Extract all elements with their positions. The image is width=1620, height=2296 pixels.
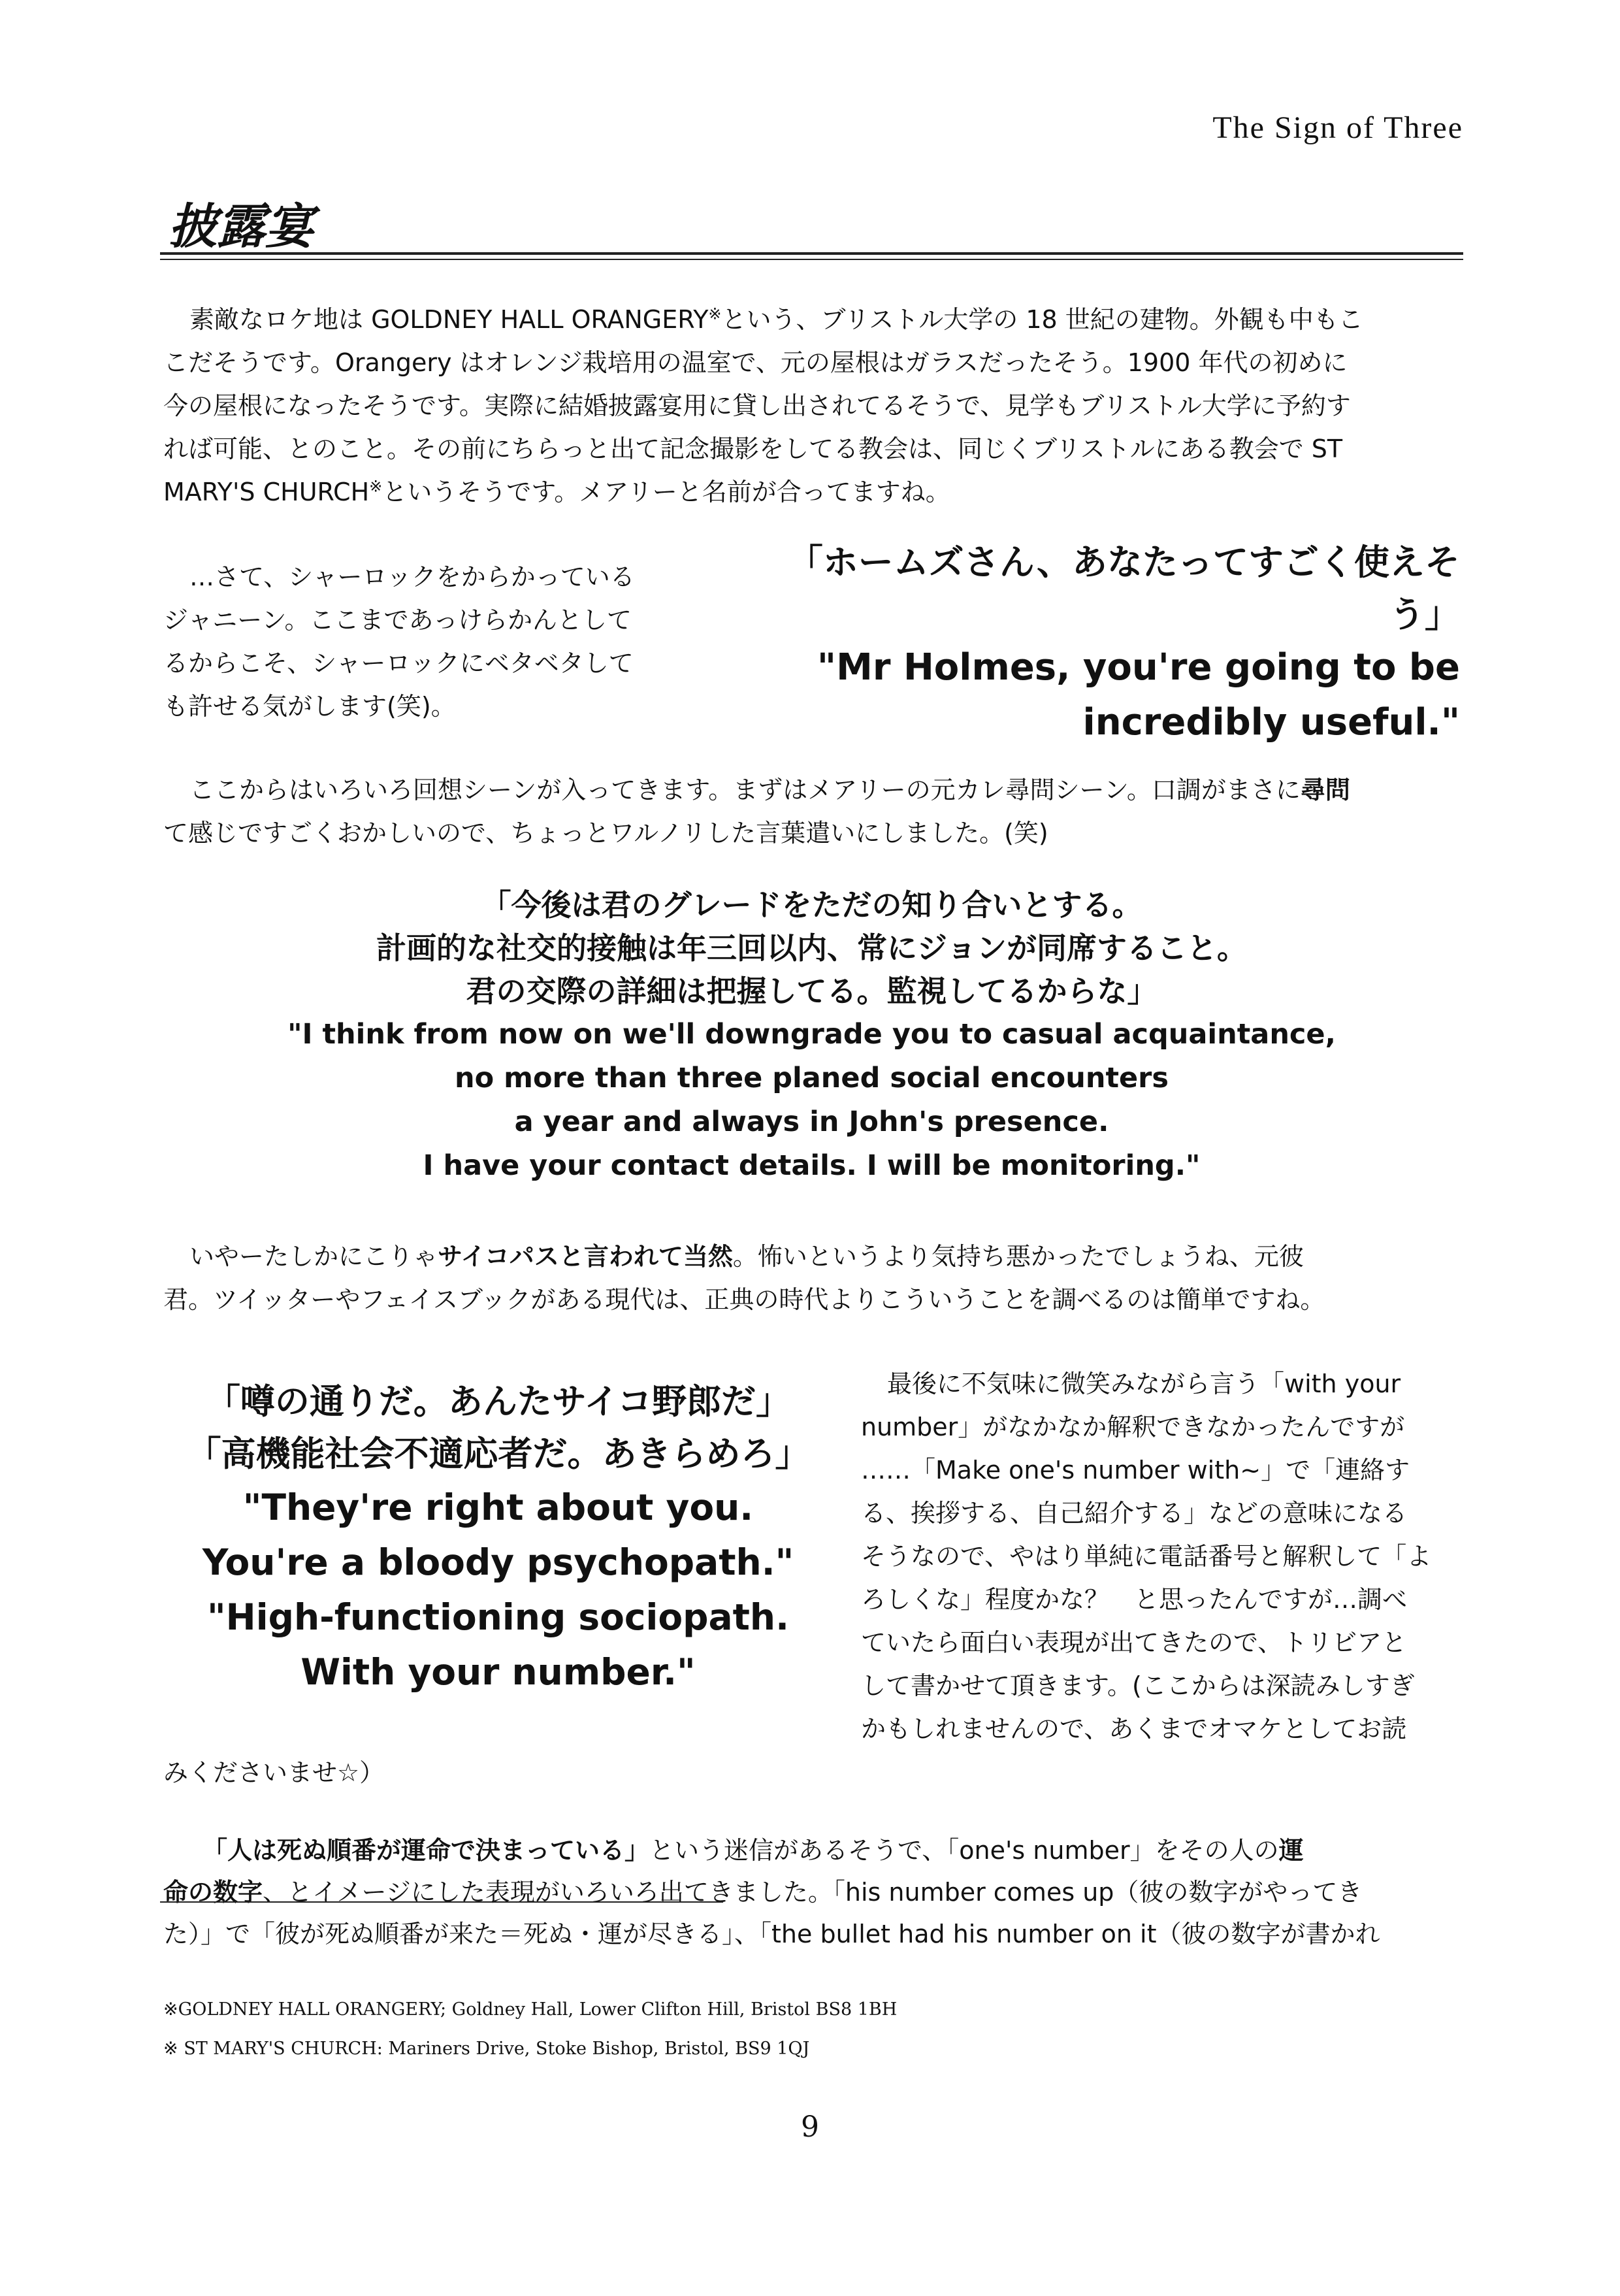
quote-sociopath <box>160 1375 836 1699</box>
quote-japanese: 「ホームズさん、あなたってすごく使えそう」 <box>787 541 1460 635</box>
footnote-mark: ※ <box>708 304 722 323</box>
paragraph-line: た）」で「彼が死ぬ順番が来た＝死ぬ・運が尽きる」、「the bullet had his number on it（彼の数字が書かれ <box>163 1920 1380 1948</box>
emphasis: 「人は死ぬ順番が運命で決まっている」 <box>202 1836 650 1865</box>
paragraph-line <box>163 298 1460 341</box>
paragraph-line: ……「Make one's number with~」で「連絡す <box>861 1456 1410 1484</box>
text-span: 素敵なロケ地は GOLDNEY HALL ORANGERY <box>189 305 709 334</box>
paragraph-line <box>163 768 1460 812</box>
text-span: ここからはいろいろ回想シーンが入ってきます。まずはメアリーの元カレ尋問シーン。口調がまさに <box>189 776 1301 804</box>
paragraph-line <box>163 1871 1463 1913</box>
running-header: The Sign of Three <box>1212 110 1463 145</box>
quote-english: incredibly useful." <box>1082 701 1460 744</box>
text-span: という、ブリストル大学の 18 世紀の建物。外観も中もこ <box>721 305 1363 334</box>
footnote-goldney: ※GOLDNEY HALL ORANGERY; Goldney Hall, Lower Clifton Hill, Bristol BS8 1BH <box>163 1999 898 2020</box>
paragraph-line: れば可能、とのこと。その前にちらっと出て記念撮影をしてる教会は、同じくブリストルにある教会で ST <box>163 435 1343 463</box>
quote-english: "Mr Holmes, you're going to be <box>817 646 1460 689</box>
footnote-rule <box>160 1901 723 1903</box>
quote-english: "I think from now on we'll downgrade you to casual acquaintance, <box>287 1018 1336 1051</box>
quote-japanese: 君の交際の詳細は把握してる。監視してるからな」 <box>466 974 1158 1009</box>
paragraph-line: 最後に不気味に微笑みながら言う「with your <box>887 1369 1401 1398</box>
text-span: MARY'S CHURCH <box>163 478 370 506</box>
text-span: 。怖いというより気持ち悪かったでしょうね、元彼 <box>732 1242 1304 1271</box>
text-span: 、とイメージにした表現がいろいろ出てきました。「his number comes up（彼の数字がやってき <box>263 1878 1363 1907</box>
paragraph-line: 君。ツイッターやフェイスブックがある現代は、正典の時代よりこういうことを調べるのは簡単ですね。 <box>163 1285 1325 1314</box>
footnote-st-marys: ※ ST MARY'S CHURCH: Mariners Drive, Stoke Bishop, Bristol, BS9 1QJ <box>163 2039 810 2059</box>
quote-english: You're a bloody psychopath." <box>202 1541 794 1583</box>
quote-japanese: 計画的な社交的接触は年三回以内、常にジョンが同席すること。 <box>376 930 1248 966</box>
paragraph-line: …さて、シャーロックをからかっている <box>189 563 635 591</box>
paragraph-line: number」がなかなか解釈できなかったんですが <box>861 1413 1405 1441</box>
quote-japanese: 「今後は君のグレードをただの知り合いとする。 <box>481 887 1142 923</box>
section-heading: 披露宴 <box>169 199 314 255</box>
emphasis: 運 <box>1278 1836 1304 1865</box>
paragraph-psychopath <box>163 1235 1460 1321</box>
paragraph-line: 今の屋根になったそうです。実際に結婚披露宴用に貸し出されてるそうで、見学もブリストル大学に予約す <box>163 391 1351 420</box>
heading-rule-thin <box>160 259 1463 260</box>
quote-downgrade <box>160 883 1463 1188</box>
paragraph-line: かもしれませんので、あくまでオマケとしてお読 <box>861 1714 1407 1743</box>
paragraph-line: ていたら面白い表現が出てきたので、トリビアと <box>861 1628 1407 1657</box>
emphasis: サイコパスと言われて当然 <box>438 1242 733 1271</box>
paragraph-line <box>163 1829 1463 1871</box>
paragraph-superstition <box>163 1829 1463 1955</box>
paragraph-with-your-number <box>861 1362 1462 1750</box>
paragraph-line: して書かせて頂きます。(ここからは深読みしすぎ <box>861 1671 1415 1700</box>
heading-rule <box>160 252 1463 255</box>
footnote-mark: ※ <box>369 477 383 496</box>
paragraph-continuation: みくださいませ☆） <box>163 1758 385 1787</box>
text-span: というそうです。メアリーと名前が合ってますね。 <box>382 478 950 506</box>
paragraph-location <box>163 298 1460 514</box>
emphasis: 命の数字 <box>163 1878 263 1907</box>
quote-japanese: 「噂の通りだ。あんたサイコ野郎だ」 <box>205 1381 791 1422</box>
quote-english: "They're right about you. <box>242 1486 754 1528</box>
paragraph-line: る、挨拶する、自己紹介する」などの意味になる <box>861 1499 1408 1528</box>
paragraph-line: て感じですごくおかしいので、ちょっとワルノリした言葉遣いにしました。(笑) <box>163 819 1048 847</box>
quote-english: a year and always in John's presence. <box>514 1106 1109 1138</box>
quote-holmes-useful <box>751 536 1460 750</box>
paragraph-line: そうなので、やはり単純に電話番号と解釈して「よ <box>861 1542 1432 1571</box>
paragraph-janine <box>163 555 719 728</box>
paragraph-flashback <box>163 768 1460 855</box>
paragraph-line <box>163 470 1460 514</box>
text-span: という迷信があるそうで、「one's number」をその人の <box>649 1836 1279 1865</box>
quote-english: "High-functioning sociopath. <box>207 1596 789 1638</box>
paragraph-line: ジャニーン。ここまであっけらかんとして <box>163 606 632 634</box>
text-span: いやーたしかにこりゃ <box>189 1242 438 1271</box>
page-number: 9 <box>801 2110 819 2144</box>
paragraph-line: ろしくな」程度かな？ と思ったんですが…調べ <box>861 1585 1408 1614</box>
paragraph-line: るからこそ、シャーロックにベタベタして <box>163 649 634 678</box>
quote-japanese: 「高機能社会不適応者だ。あきらめろ」 <box>186 1434 810 1474</box>
quote-english: I have your contact details. I will be monitoring." <box>423 1149 1201 1182</box>
quote-english: With your number." <box>300 1651 696 1693</box>
paragraph-line: も許せる気がします(笑)。 <box>163 692 456 721</box>
emphasis: 尋問 <box>1300 776 1350 804</box>
paragraph-line <box>163 1235 1460 1278</box>
quote-english: no more than three planed social encounters <box>455 1062 1169 1094</box>
paragraph-line: こだそうです。Orangery はオレンジ栽培用の温室で、元の屋根はガラスだったそう。1900 年代の初めに <box>163 348 1348 377</box>
